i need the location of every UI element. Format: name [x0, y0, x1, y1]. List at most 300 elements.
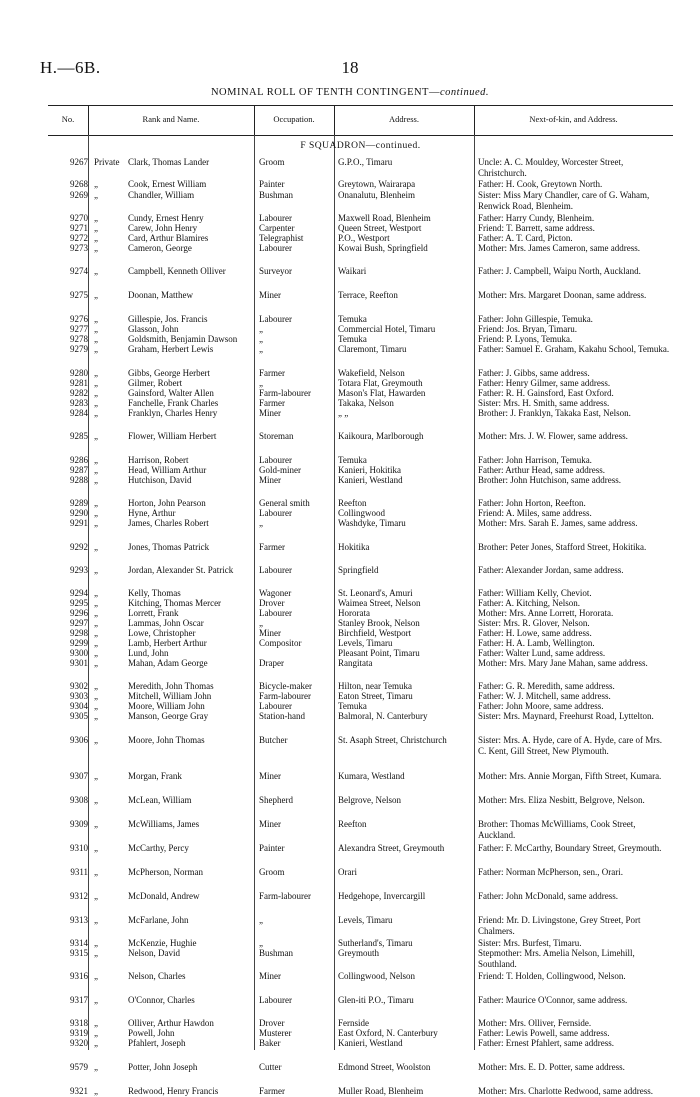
name: O'Connor, Charles — [128, 995, 195, 1005]
rank: „ — [94, 608, 98, 618]
next-of-kin: Brother: Thomas McWilliams, Cook Street, Auckland. — [478, 819, 636, 840]
name: Morgan, Frank — [128, 771, 182, 781]
rank: „ — [94, 588, 98, 598]
occupation: Labourer — [259, 508, 292, 518]
service-number: 9293 — [70, 565, 88, 575]
address: Temuka — [338, 334, 367, 344]
name: Moore, John Thomas — [128, 735, 205, 745]
service-number: 9294 — [70, 588, 88, 598]
page-title — [0, 87, 700, 98]
address: Levels, Timaru — [338, 915, 393, 925]
occupation: Shepherd — [259, 795, 293, 805]
name: McKenzie, Hughie — [128, 938, 197, 948]
name: Cameron, George — [128, 243, 192, 253]
occupation: General smith — [259, 498, 310, 508]
rank: „ — [94, 408, 98, 418]
service-number: 9278 — [70, 334, 88, 344]
occupation: Bushman — [259, 948, 294, 958]
service-number: 9307 — [70, 771, 88, 781]
name: Campbell, Kenneth Olliver — [128, 266, 226, 276]
rank: „ — [94, 1028, 98, 1038]
occupation: „ — [259, 618, 263, 628]
table-header-rule — [48, 135, 673, 136]
service-number: 9304 — [70, 701, 88, 711]
nominal-roll-table — [48, 105, 673, 1096]
rank: „ — [94, 638, 98, 648]
next-of-kin: Sister: Mrs. R. Glover, Nelson. — [478, 618, 590, 628]
service-number: 9319 — [70, 1028, 88, 1038]
next-of-kin: Mother: Mrs. James Cameron, same address. — [478, 243, 640, 253]
rank: „ — [94, 498, 98, 508]
service-number: 9270 — [70, 213, 88, 223]
next-of-kin: Mother: Mrs. Margaret Doonan, same address. — [478, 290, 647, 300]
address: Washdyke, Timaru — [338, 518, 406, 528]
occupation: Carpenter — [259, 223, 295, 233]
occupation: „ — [259, 334, 263, 344]
rank: „ — [94, 628, 98, 638]
column-divider — [334, 135, 335, 1050]
occupation: Storeman — [259, 431, 294, 441]
title-continued: continued. — [439, 87, 490, 98]
address: Edmond Street, Woolston — [338, 1062, 431, 1072]
occupation: Butcher — [259, 735, 288, 745]
occupation: Painter — [259, 843, 285, 853]
name: Glasson, John — [128, 324, 179, 334]
rank: „ — [94, 735, 98, 745]
service-number: 9276 — [70, 314, 88, 324]
address: Orari — [338, 867, 357, 877]
name: Pfahlert, Joseph — [128, 1038, 186, 1048]
next-of-kin: Father: R. H. Gainsford, East Oxford. — [478, 388, 614, 398]
occupation: Farmer — [259, 368, 285, 378]
address: Wakefield, Nelson — [338, 368, 405, 378]
address: Hororata — [338, 608, 370, 618]
name: Mitchell, William John — [128, 691, 212, 701]
next-of-kin: Mother: Mrs. Sarah E. James, same address. — [478, 518, 638, 528]
service-number: 9303 — [70, 691, 88, 701]
service-number: 9297 — [70, 618, 88, 628]
service-number: 9287 — [70, 465, 88, 475]
occupation: „ — [259, 378, 263, 388]
rank: „ — [94, 378, 98, 388]
next-of-kin: Sister: Mrs. Maynard, Freehurst Road, Lyttelton. — [478, 711, 654, 721]
next-of-kin: Mother: Mrs. Anne Lorrett, Hororata. — [478, 608, 614, 618]
address: Onanalutu, Blenheim — [338, 190, 415, 200]
occupation: Compositor — [259, 638, 302, 648]
name: Moore, William John — [128, 701, 205, 711]
occupation: Drover — [259, 598, 285, 608]
next-of-kin: Father: J. Gibbs, same address. — [478, 368, 590, 378]
address: Kowai Bush, Springfield — [338, 243, 428, 253]
address: „ „ — [338, 408, 349, 418]
name: Chandler, William — [128, 190, 195, 200]
address: Hokitika — [338, 542, 370, 552]
next-of-kin: Sister: Mrs. H. Smith, same address. — [478, 398, 610, 408]
occupation: Labourer — [259, 314, 292, 324]
occupation: Miner — [259, 408, 281, 418]
address: East Oxford, N. Canterbury — [338, 1028, 438, 1038]
address: Kaikoura, Marlborough — [338, 431, 424, 441]
service-number: 9275 — [70, 290, 88, 300]
rank: „ — [94, 1038, 98, 1048]
service-number: 9309 — [70, 819, 88, 829]
service-number: 9311 — [70, 867, 88, 877]
name: Gibbs, George Herbert — [128, 368, 211, 378]
service-number: 9308 — [70, 795, 88, 805]
name: Nelson, David — [128, 948, 180, 958]
next-of-kin: Father: Henry Gilmer, same address. — [478, 378, 611, 388]
occupation: Farmer — [259, 542, 285, 552]
name: McLean, William — [128, 795, 192, 805]
service-number: 9314 — [70, 938, 88, 948]
name: McWilliams, James — [128, 819, 200, 829]
occupation: Groom — [259, 157, 285, 167]
address: Sutherland's, Timaru — [338, 938, 413, 948]
name: Card, Arthur Blamires — [128, 233, 209, 243]
name: Potter, John Joseph — [128, 1062, 198, 1072]
page-number: 18 — [341, 58, 359, 77]
next-of-kin: Father: A. Kitching, Nelson. — [478, 598, 580, 608]
name: Cook, Ernest William — [128, 179, 207, 189]
name: Cundy, Ernest Henry — [128, 213, 204, 223]
occupation: Surveyor — [259, 266, 292, 276]
name: Fanchelle, Frank Charles — [128, 398, 219, 408]
address: Alexandra Street, Greymouth — [338, 843, 445, 853]
occupation: Bicycle-maker — [259, 681, 312, 691]
rank: „ — [94, 701, 98, 711]
address: Belgrove, Nelson — [338, 795, 401, 805]
service-number: 9300 — [70, 648, 88, 658]
occupation: Labourer — [259, 243, 292, 253]
service-number: 9286 — [70, 455, 88, 465]
occupation: Farm-labourer — [259, 388, 311, 398]
name: Lowe, Christopher — [128, 628, 196, 638]
service-number: 9310 — [70, 843, 88, 853]
service-number: 9285 — [70, 431, 88, 441]
service-number: 9299 — [70, 638, 88, 648]
service-number: 9282 — [70, 388, 88, 398]
next-of-kin: Brother: John Hutchison, same address. — [478, 475, 621, 485]
occupation: Farmer — [259, 398, 285, 408]
address: Collingwood — [338, 508, 386, 518]
next-of-kin: Friend: T. Holden, Collingwood, Nelson. — [478, 971, 626, 981]
name: McDonald, Andrew — [128, 891, 200, 901]
name: Horton, John Pearson — [128, 498, 206, 508]
table-top-rule — [48, 105, 673, 106]
occupation: Labourer — [259, 608, 292, 618]
address: Totara Flat, Greymouth — [338, 378, 423, 388]
rank: „ — [94, 648, 98, 658]
next-of-kin: Friend: P. Lyons, Temuka. — [478, 334, 573, 344]
service-number: 9272 — [70, 233, 88, 243]
address: Waikari — [338, 266, 367, 276]
rank: „ — [94, 243, 98, 253]
service-number: 9312 — [70, 891, 88, 901]
occupation: Musterer — [259, 1028, 292, 1038]
rank: Private — [94, 157, 120, 167]
rank: „ — [94, 1086, 98, 1096]
document-reference: H.—6B. — [40, 58, 101, 77]
next-of-kin: Stepmother: Mrs. Amelia Nelson, Limehill, Southland. — [478, 948, 635, 969]
occupation: „ — [259, 938, 263, 948]
address: P.O., Westport — [338, 233, 390, 243]
name: Doonan, Matthew — [128, 290, 193, 300]
service-number: 9279 — [70, 344, 88, 354]
rank: „ — [94, 190, 98, 200]
occupation: Labourer — [259, 701, 292, 711]
next-of-kin: Father: Norman McPherson, sen., Orari. — [478, 867, 623, 877]
rank: „ — [94, 598, 98, 608]
next-of-kin: Father: John Gillespie, Temuka. — [478, 314, 593, 324]
service-number: 9271 — [70, 223, 88, 233]
service-number: 9280 — [70, 368, 88, 378]
rank: „ — [94, 938, 98, 948]
occupation: Miner — [259, 628, 281, 638]
name: Jones, Thomas Patrick — [128, 542, 210, 552]
rank: „ — [94, 618, 98, 628]
name: Hutchison, David — [128, 475, 192, 485]
occupation: Miner — [259, 771, 281, 781]
occupation: Farm-labourer — [259, 891, 311, 901]
rank: „ — [94, 334, 98, 344]
rank: „ — [94, 542, 98, 552]
address: Temuka — [338, 701, 367, 711]
address: Levels, Timaru — [338, 638, 393, 648]
name: Goldsmith, Benjamin Dawson — [128, 334, 238, 344]
address: Springfield — [338, 565, 379, 575]
column-header-occupation: Occupation. — [273, 114, 315, 124]
address: Collingwood, Nelson — [338, 971, 416, 981]
title-main: NOMINAL ROLL OF TENTH CONTINGENT— — [210, 87, 440, 98]
next-of-kin: Father: Lewis Powell, same address. — [478, 1028, 610, 1038]
next-of-kin: Mother: Mrs. Charlotte Redwood, same address. — [478, 1086, 653, 1096]
rank: „ — [94, 455, 98, 465]
occupation: Miner — [259, 971, 281, 981]
rank: „ — [94, 324, 98, 334]
service-number: 9316 — [70, 971, 88, 981]
squadron-heading: F SQUADRON—continued. — [300, 141, 421, 151]
service-number: 9320 — [70, 1038, 88, 1048]
address: Temuka — [338, 455, 367, 465]
next-of-kin: Father: John McDonald, same address. — [478, 891, 618, 901]
service-number: 9281 — [70, 378, 88, 388]
address: Hedgehope, Invercargill — [338, 891, 426, 901]
service-number: 9298 — [70, 628, 88, 638]
next-of-kin: Father: H. Cook, Greytown North. — [478, 179, 603, 189]
occupation: „ — [259, 518, 263, 528]
rank: „ — [94, 465, 98, 475]
occupation: Miner — [259, 819, 281, 829]
occupation: Station-hand — [259, 711, 305, 721]
service-number: 9289 — [70, 498, 88, 508]
occupation: Bushman — [259, 190, 294, 200]
next-of-kin: Father: W. J. Mitchell, same address. — [478, 691, 611, 701]
next-of-kin: Friend: Mr. D. Livingstone, Grey Street, Port Chalmers. — [478, 915, 641, 936]
next-of-kin: Uncle: A. C. Mouldey, Worcester Street, Christchurch. — [478, 157, 624, 178]
service-number: 9306 — [70, 735, 88, 745]
next-of-kin: Father: F. McCarthy, Boundary Street, Greymouth. — [478, 843, 662, 853]
name: James, Charles Robert — [128, 518, 209, 528]
name: Redwood, Henry Francis — [128, 1086, 219, 1096]
rank: „ — [94, 915, 98, 925]
address: Waimea Street, Nelson — [338, 598, 421, 608]
rank: „ — [94, 508, 98, 518]
rank: „ — [94, 179, 98, 189]
address: Takaka, Nelson — [338, 398, 394, 408]
rank: „ — [94, 213, 98, 223]
next-of-kin: Sister: Mrs. Burfest, Timaru. — [478, 938, 582, 948]
address: Greytown, Wairarapa — [338, 179, 416, 189]
next-of-kin: Father: H. A. Lamb, Wellington. — [478, 638, 595, 648]
occupation: Painter — [259, 179, 285, 189]
rank: „ — [94, 948, 98, 958]
name: Hyne, Arthur — [128, 508, 176, 518]
address: Rangitata — [338, 658, 373, 668]
name: Meredith, John Thomas — [128, 681, 214, 691]
next-of-kin: Father: John Harrison, Temuka. — [478, 455, 592, 465]
name: Manson, George Gray — [128, 711, 209, 721]
next-of-kin: Father: Walter Lund, same address. — [478, 648, 606, 658]
occupation: Miner — [259, 290, 281, 300]
address: Terrace, Reefton — [338, 290, 398, 300]
address: Greymouth — [338, 948, 379, 958]
name: Franklyn, Charles Henry — [128, 408, 218, 418]
rank: „ — [94, 518, 98, 528]
next-of-kin: Mother: Mrs. Annie Morgan, Fifth Street, Kumara. — [478, 771, 662, 781]
rank: „ — [94, 290, 98, 300]
next-of-kin: Father: Samuel E. Graham, Kakahu School, Temuka. — [478, 344, 670, 354]
address: Hilton, near Temuka — [338, 681, 412, 691]
name: McCarthy, Percy — [128, 843, 189, 853]
name: Mahan, Adam George — [128, 658, 208, 668]
next-of-kin: Father: John Horton, Reefton. — [478, 498, 586, 508]
occupation: Draper — [259, 658, 284, 668]
name: Clark, Thomas Lander — [128, 157, 210, 167]
occupation: Miner — [259, 475, 281, 485]
rank: „ — [94, 398, 98, 408]
address: Muller Road, Blenheim — [338, 1086, 424, 1096]
address: Temuka — [338, 314, 367, 324]
next-of-kin: Friend: A. Miles, same address. — [478, 508, 592, 518]
rank: „ — [94, 843, 98, 853]
next-of-kin: Father: William Kelly, Cheviot. — [478, 588, 592, 598]
name: Gainsford, Walter Allen — [128, 388, 214, 398]
next-of-kin: Father: John Moore, same address. — [478, 701, 604, 711]
rank: „ — [94, 388, 98, 398]
occupation: Labourer — [259, 995, 292, 1005]
name: Olliver, Arthur Hawdon — [128, 1018, 214, 1028]
address: Glen-iti P.O., Timaru — [338, 995, 414, 1005]
address: Commercial Hotel, Timaru — [338, 324, 436, 334]
name: Carew, John Henry — [128, 223, 198, 233]
service-number: 9268 — [70, 179, 88, 189]
next-of-kin: Brother: Peter Jones, Stafford Street, Hokitika. — [478, 542, 647, 552]
next-of-kin: Father: Alexander Jordan, same address. — [478, 565, 624, 575]
rank: „ — [94, 658, 98, 668]
service-number: 9277 — [70, 324, 88, 334]
next-of-kin: Father: Maurice O'Connor, same address. — [478, 995, 628, 1005]
name: Jordan, Alexander St. Patrick — [128, 565, 234, 575]
service-number: 9579 — [70, 1062, 88, 1072]
next-of-kin: Sister: Mrs. A. Hyde, care of A. Hyde, care of Mrs. C. Kent, Gill Street, New Plymouth. — [478, 735, 662, 756]
address: Kanieri, Hokitika — [338, 465, 401, 475]
name: Lammas, John Oscar — [128, 618, 204, 628]
occupation: Farmer — [259, 1086, 285, 1096]
service-number: 9288 — [70, 475, 88, 485]
column-header-no: No. — [61, 114, 75, 124]
occupation: Cutter — [259, 1062, 282, 1072]
rank: „ — [94, 711, 98, 721]
address: Fernside — [338, 1018, 369, 1028]
occupation: „ — [259, 915, 263, 925]
service-number: 9302 — [70, 681, 88, 691]
next-of-kin: Sister: Miss Mary Chandler, care of G. Waham, Renwick Road, Blenheim. — [478, 190, 650, 211]
occupation: Gold-miner — [259, 465, 301, 475]
service-number: 9283 — [70, 398, 88, 408]
column-header-address: Address. — [389, 114, 419, 124]
occupation: Baker — [259, 1038, 281, 1048]
rank: „ — [94, 771, 98, 781]
service-number: 9315 — [70, 948, 88, 958]
occupation: „ — [259, 344, 263, 354]
rank: „ — [94, 344, 98, 354]
occupation: Farm-labourer — [259, 691, 311, 701]
service-number: 9305 — [70, 711, 88, 721]
address: Reefton — [338, 498, 367, 508]
name: Gillespie, Jos. Francis — [128, 314, 208, 324]
column-divider — [88, 135, 89, 1050]
address: Kanieri, Westland — [338, 475, 403, 485]
next-of-kin: Mother: Mrs. J. W. Flower, same address. — [478, 431, 628, 441]
name: Flower, William Herbert — [128, 431, 217, 441]
service-number: 9301 — [70, 658, 88, 668]
next-of-kin: Mother: Mrs. E. D. Potter, same address. — [478, 1062, 625, 1072]
service-number: 9296 — [70, 608, 88, 618]
name: Lund, John — [128, 648, 169, 658]
name: McFarlane, John — [128, 915, 189, 925]
name: Harrison, Robert — [128, 455, 189, 465]
address: Balmoral, N. Canterbury — [338, 711, 428, 721]
occupation: Drover — [259, 1018, 285, 1028]
rank: „ — [94, 819, 98, 829]
name: McPherson, Norman — [128, 867, 203, 877]
service-number: 9267 — [70, 157, 88, 167]
next-of-kin: Friend: Jos. Bryan, Timaru. — [478, 324, 578, 334]
rank: „ — [94, 971, 98, 981]
service-number: 9295 — [70, 598, 88, 608]
next-of-kin: Brother: J. Franklyn, Takaka East, Nelson. — [478, 408, 631, 418]
address: Claremont, Timaru — [338, 344, 407, 354]
rank: „ — [94, 565, 98, 575]
occupation: Groom — [259, 867, 285, 877]
name: Gilmer, Robert — [128, 378, 183, 388]
address: Mason's Flat, Hawarden — [338, 388, 426, 398]
address: Maxwell Road, Blenheim — [338, 213, 431, 223]
service-number: 9290 — [70, 508, 88, 518]
occupation: Labourer — [259, 565, 292, 575]
rank: „ — [94, 867, 98, 877]
occupation: Telegraphist — [259, 233, 304, 243]
address: G.P.O., Timaru — [338, 157, 393, 167]
address: Eaton Street, Timaru — [338, 691, 413, 701]
rank: „ — [94, 891, 98, 901]
occupation: Wagoner — [259, 588, 292, 598]
service-number: 9313 — [70, 915, 88, 925]
service-number: 9317 — [70, 995, 88, 1005]
address: Queen Street, Westport — [338, 223, 422, 233]
next-of-kin: Father: Ernest Pfahlert, same address. — [478, 1038, 614, 1048]
column-header-rank-name: Rank and Name. — [142, 114, 200, 124]
